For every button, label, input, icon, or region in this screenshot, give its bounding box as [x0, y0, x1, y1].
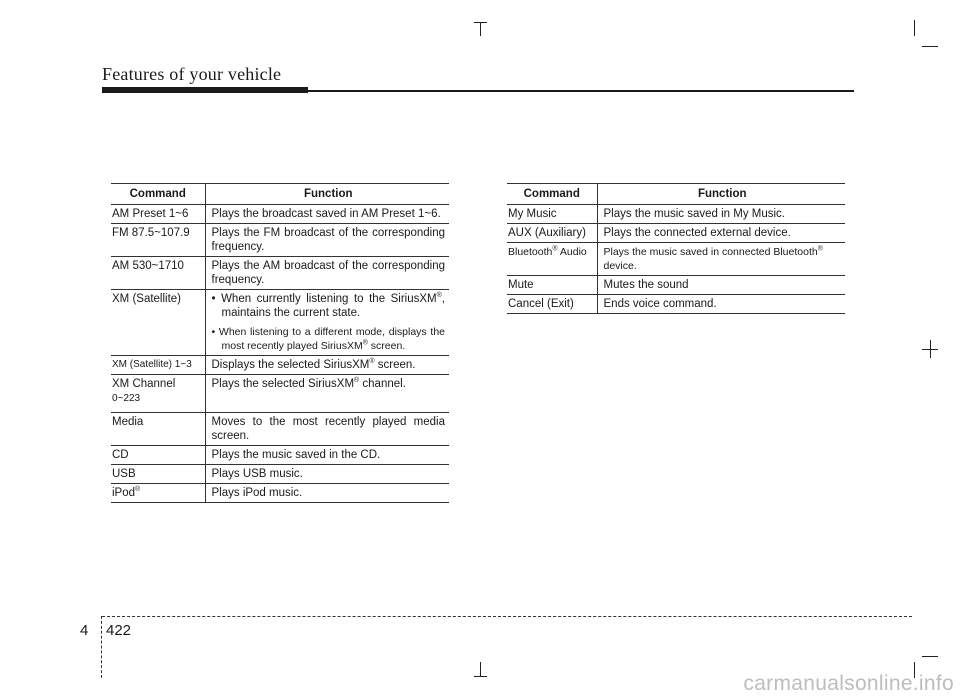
command-cell: iPod®: [111, 484, 205, 503]
command-cell: XM (Satellite) 1~3: [111, 356, 205, 375]
table-header-row: [111, 184, 449, 205]
command-cell: USB: [111, 465, 205, 484]
bullet-item: • When currently listening to the SiriusXM®, maintains the current state.: [211, 292, 445, 319]
function-cell: Mutes the sound: [597, 276, 845, 295]
registered-mark: ®: [369, 358, 375, 366]
function-cell: [205, 290, 449, 356]
table-row: [111, 224, 449, 257]
footer-rule: [102, 616, 912, 617]
crop-mark-bottom-right: [922, 656, 938, 657]
column-header-command: Command: [111, 184, 205, 205]
function-text: Moves to the most recently played media screen.: [211, 416, 445, 442]
function-text: Plays the broadcast saved in AM Preset 1~6.: [211, 208, 441, 220]
function-cell: Displays the selected SiriusXM® screen.: [205, 356, 449, 375]
registered-mark: ®: [135, 486, 141, 494]
function-cell: [205, 413, 449, 446]
table-row: [111, 257, 449, 290]
bullet-item: • When listening to a different mode, displays the most recently played SiriusXM® screen.: [211, 326, 445, 352]
function-cell: [205, 205, 449, 224]
crop-mark-bottom: [480, 662, 481, 676]
registered-mark: ®: [817, 245, 823, 253]
voice-command-table-left: [111, 183, 449, 503]
command-cell: Bluetooth® Audio: [507, 243, 597, 276]
command-cell: CD: [111, 446, 205, 465]
command-cell: Mute: [507, 276, 597, 295]
function-cell: Ends voice command.: [597, 295, 845, 314]
header-rule: [308, 90, 854, 92]
table-row: [111, 465, 449, 484]
function-cell: Plays the music saved in the CD.: [205, 446, 449, 465]
table-row: [507, 276, 845, 295]
table-row: [111, 375, 449, 413]
command-cell: AM 530~1710: [111, 257, 205, 290]
function-cell: Plays the music saved in My Music.: [597, 205, 845, 224]
command-cell: AUX (Auxiliary): [507, 224, 597, 243]
command-cell: Media: [111, 413, 205, 446]
chapter-number: 4: [80, 622, 89, 639]
watermark: carmanualsonline.info: [743, 672, 954, 695]
registered-mark: ®: [362, 339, 368, 347]
function-cell: Plays USB music.: [205, 465, 449, 484]
table-row: [111, 205, 449, 224]
crop-mark-top: [480, 22, 481, 36]
table-row: [507, 243, 845, 276]
command-cell: My Music: [507, 205, 597, 224]
table-row: [111, 356, 449, 375]
command-cell: FM 87.5~107.9: [111, 224, 205, 257]
column-header-function: Function: [205, 184, 449, 205]
header-bar: [102, 87, 308, 93]
table-row: [111, 484, 449, 503]
function-cell: Plays iPod music.: [205, 484, 449, 503]
footer-divider: [101, 616, 102, 678]
channel-range: 0~223: [112, 393, 141, 404]
table-row: [507, 295, 845, 314]
crop-mark-right: [922, 349, 938, 350]
function-cell: [205, 224, 449, 257]
function-cell: [205, 257, 449, 290]
function-text: Plays the FM broadcast of the corresponding frequency.: [211, 227, 445, 253]
command-cell: XM Channel 0~223: [111, 375, 205, 413]
voice-command-table-right: [507, 183, 845, 314]
page-title: Features of your vehicle: [102, 64, 282, 84]
page-number: 422: [106, 622, 132, 639]
function-cell: Plays the selected SiriusXM® channel.: [205, 375, 449, 413]
function-text: Plays the AM broadcast of the corresponding frequency.: [211, 260, 445, 286]
column-header-command: Command: [507, 184, 597, 205]
crop-mark-bottom: [474, 676, 487, 677]
column-header-function: Function: [597, 184, 845, 205]
registered-mark: ®: [354, 377, 360, 385]
function-cell: Plays the music saved in connected Bluetooth® device.: [597, 243, 845, 276]
crop-mark-top-right: [914, 20, 915, 36]
command-cell: Cancel (Exit): [507, 295, 597, 314]
crop-mark-top: [474, 22, 487, 23]
command-cell: XM (Satellite): [111, 290, 205, 356]
registered-mark: ®: [436, 292, 442, 300]
command-cell: AM Preset 1~6: [111, 205, 205, 224]
table-row: [507, 224, 845, 243]
table-row: [111, 446, 449, 465]
table-header-row: [507, 184, 845, 205]
table-row: [111, 290, 449, 356]
crop-mark-top-right: [922, 46, 938, 47]
function-cell: Plays the connected external device.: [597, 224, 845, 243]
table-row: [111, 413, 449, 446]
registered-mark: ®: [552, 245, 558, 253]
table-row: [507, 205, 845, 224]
